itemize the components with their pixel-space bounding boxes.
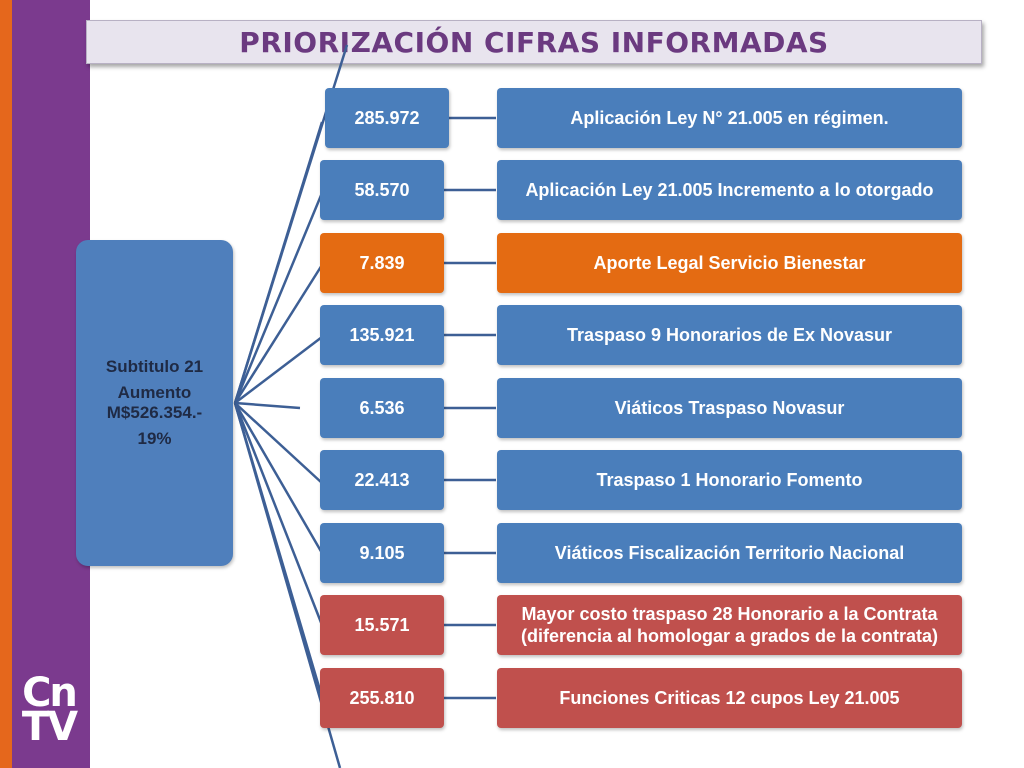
amount-node-2 bbox=[320, 160, 444, 220]
fan-line-5 bbox=[235, 403, 300, 408]
logo-line-2: TV bbox=[21, 704, 77, 750]
description-node-6 bbox=[497, 450, 962, 510]
amount-value: 285.972 bbox=[354, 107, 420, 128]
description-text: Viáticos Traspaso Novasur bbox=[614, 398, 845, 418]
fan-line-3 bbox=[235, 265, 322, 403]
description-text: Mayor costo traspaso 28 Honorario a la Contrata (diferencia al homologar a grados de la contrata) bbox=[520, 604, 939, 646]
amount-node-1 bbox=[325, 88, 449, 148]
description-text: Viáticos Fiscalización Territorio Nacional bbox=[554, 543, 905, 563]
logo-line-1: Cn bbox=[22, 670, 76, 716]
amount-value: 9.105 bbox=[359, 542, 405, 563]
amount-value: 58.570 bbox=[354, 179, 410, 200]
description-node-3 bbox=[497, 233, 962, 293]
amount-node-8 bbox=[320, 595, 444, 655]
description-node-1 bbox=[497, 88, 962, 148]
root-subtitle: Subtitulo 21 bbox=[105, 357, 204, 376]
fan-line-8 bbox=[235, 403, 322, 625]
description-node-8 bbox=[497, 595, 962, 655]
amount-node-5 bbox=[320, 378, 444, 438]
root-increase: Aumento M$526.354.- bbox=[106, 383, 203, 422]
description-node-7 bbox=[497, 523, 962, 583]
amount-value: 255.810 bbox=[349, 687, 415, 708]
fan-line-7 bbox=[235, 403, 322, 553]
description-node-4 bbox=[497, 305, 962, 365]
amount-value: 15.571 bbox=[354, 614, 410, 635]
amount-node-4 bbox=[320, 305, 444, 365]
description-text: Traspaso 9 Honorarios de Ex Novasur bbox=[566, 325, 893, 345]
description-node-5 bbox=[497, 378, 962, 438]
description-text: Aporte Legal Servicio Bienestar bbox=[593, 253, 866, 273]
amount-node-6 bbox=[320, 450, 444, 510]
description-text: Aplicación Ley 21.005 Incremento a lo otorgado bbox=[525, 180, 934, 200]
amount-value: 7.839 bbox=[359, 252, 405, 273]
amount-value: 22.413 bbox=[354, 469, 410, 490]
description-text: Funciones Criticas 12 cupos Ley 21.005 bbox=[559, 688, 900, 708]
description-node-2 bbox=[497, 160, 962, 220]
amount-node-7 bbox=[320, 523, 444, 583]
root-percentage: 19% bbox=[137, 429, 172, 448]
amount-value: 135.921 bbox=[349, 324, 415, 345]
amount-node-3 bbox=[320, 233, 444, 293]
root-node-subtitulo-21 bbox=[76, 240, 233, 566]
page-title: PRIORIZACIÓN CIFRAS INFORMADAS bbox=[239, 25, 829, 59]
description-node-9 bbox=[497, 668, 962, 728]
amount-node-9 bbox=[320, 668, 444, 728]
description-text: Traspaso 1 Honorario Fomento bbox=[596, 470, 863, 490]
description-text: Aplicación Ley N° 21.005 en régimen. bbox=[570, 108, 889, 128]
amount-value: 6.536 bbox=[359, 397, 405, 418]
